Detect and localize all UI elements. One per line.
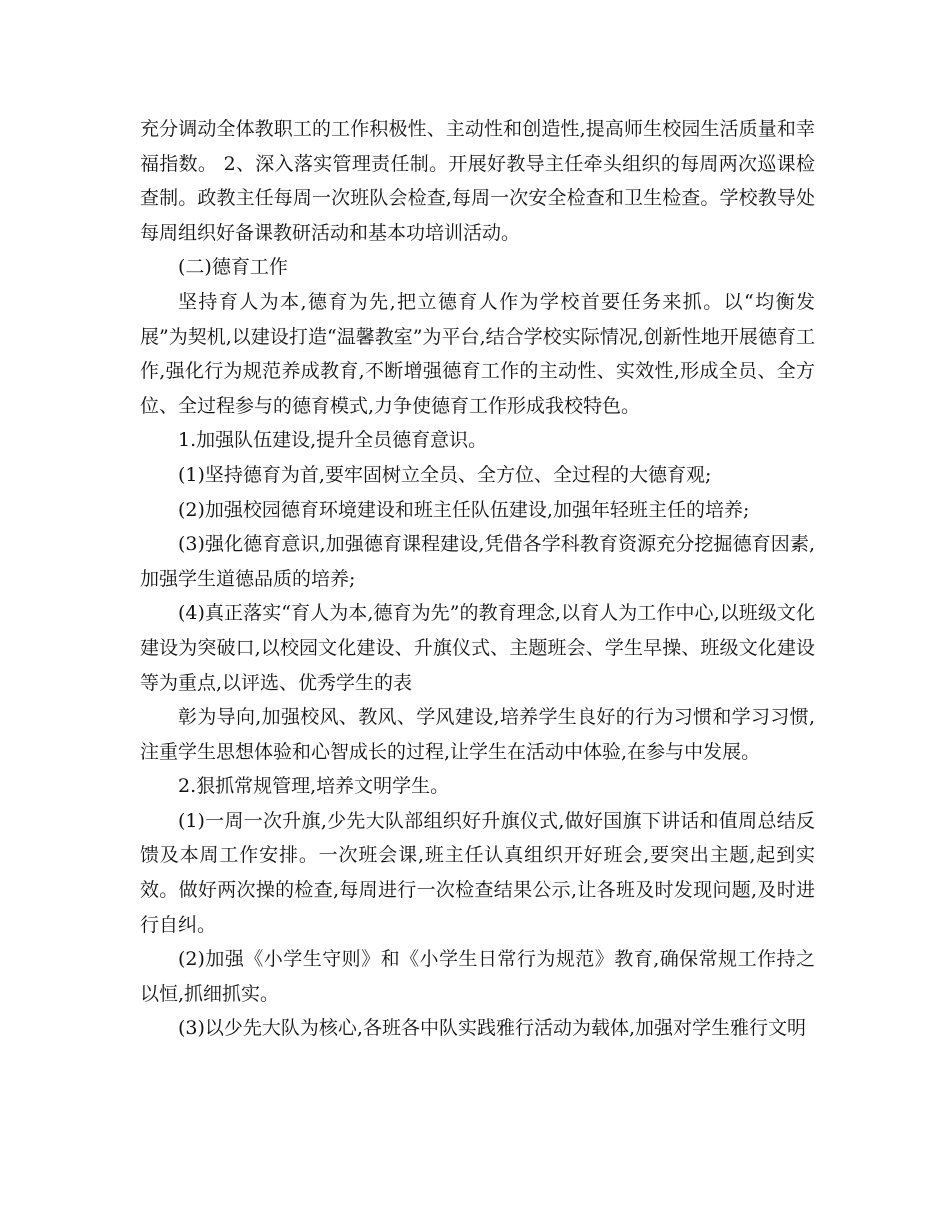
list-heading-team-building: 1.加强队伍建设,提升全员德育意识。 — [178, 429, 488, 452]
section-heading-moral-education: (二)德育工作 — [178, 256, 288, 279]
routine-item-3: (3)以少先大队为核心,各班各中队实践雅行活动为载体,加强对学生雅行文明 — [178, 1017, 806, 1040]
list-item-4: (4)真正落实“育人为本,德育为先”的教育理念,以育人为工作中心,以班级文化建设为突破口,以校园文化建设、升旗仪式、主题班会、学生早操、班级文化建设等为重点,以评选、优秀学生的表 — [140, 602, 815, 694]
document-body — [140, 112, 815, 1046]
list-item-3: (3)强化德育意识,加强德育课程建设,凭借各学科教育资源充分挖掘德育因素,加强学生道德品质的培养; — [140, 533, 815, 590]
list-item-2: (2)加强校园德育环境建设和班主任队伍建设,加强年轻班主任的培养; — [178, 498, 750, 521]
routine-item-2: (2)加强《小学生守则》和《小学生日常行为规范》教育,确保常规工作持之以恒,抓细抓实。 — [140, 948, 815, 1005]
list-item-1: (1)坚持德育为首,要牢固树立全员、全方位、全过程的大德育观; — [178, 463, 712, 486]
routine-item-1: (1)一周一次升旗,少先大队部组织好升旗仪式,做好国旗下讲话和值周总结反馈及本周工作安排。一次班会课,班主任认真组织开好班会,要突出主题,起到实效。做好两次操的检查,每周进行一次检查结果公示,让各班及时发现问题,及时进行自纠。 — [140, 809, 815, 936]
paragraph-management-continued: 充分调动全体教职工的工作积极性、主动性和创造性,提高师生校园生活质量和幸福指数。 2、深入落实管理责任制。开展好教导主任牵头组织的每周两次巡课检查制。政教主任每周一次班队会检查,每周一次安全检查和卫生检查。学校教导处每周组织好备课教研活动和基本功培训活动。 — [140, 118, 815, 244]
list-heading-routine-management: 2.狠抓常规管理,培养文明学生。 — [178, 775, 450, 798]
paragraph-moral-education-intro: 坚持育人为本,德育为先,把立德育人作为学校首要任务来抓。以“均衡发展”为契机,以建设打造“温馨教室”为平台,结合学校实际情况,创新性地开展德育工作,强化行为规范养成教育,不断增强德育工作的主动性、实效性,形成全员、全方位、全过程参与的德育模式,力争使德育工作形成我校特色。 — [140, 290, 815, 417]
list-item-4-continued: 彰为导向,加强校风、教风、学风建设,培养学生良好的行为习惯和学习习惯,注重学生思想体验和心智成长的过程,让学生在活动中体验,在参与中发展。 — [140, 706, 815, 763]
